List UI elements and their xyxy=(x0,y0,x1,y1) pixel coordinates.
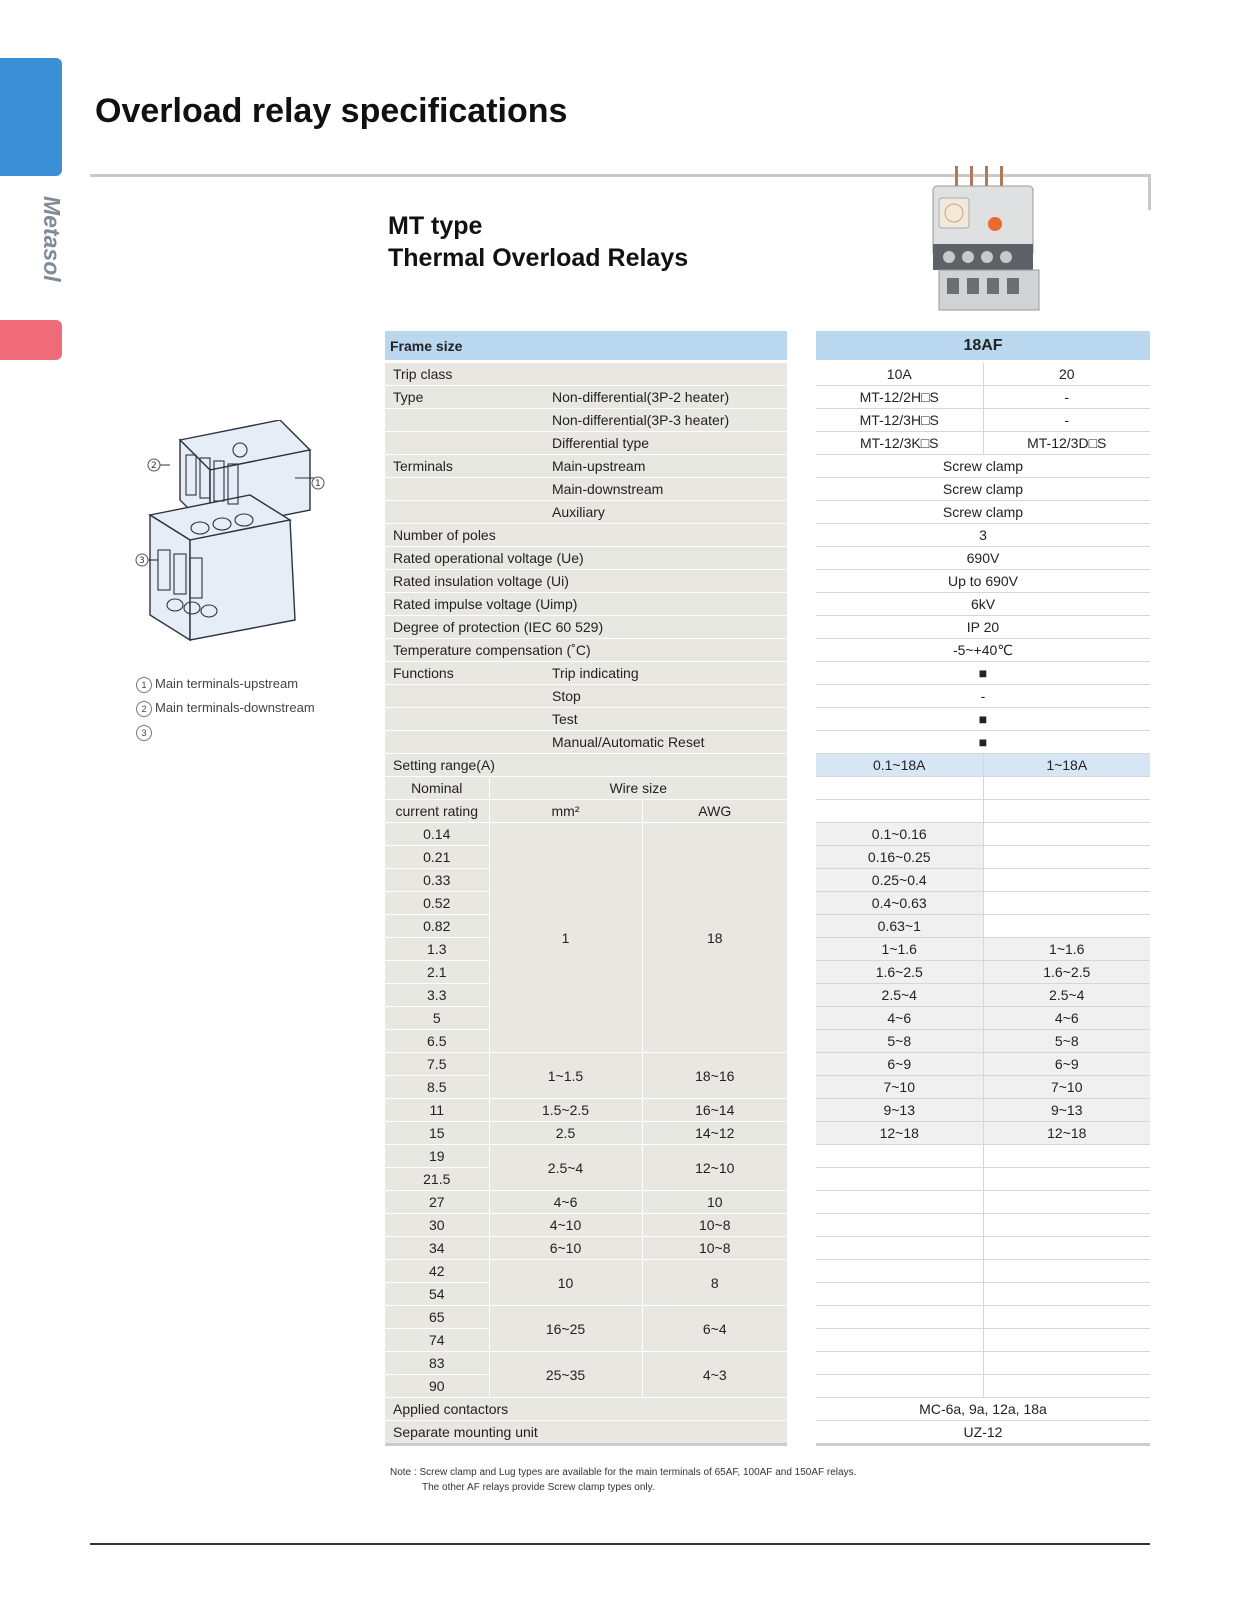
range-10a xyxy=(816,1329,983,1352)
spec-label: Type xyxy=(385,386,549,409)
wire-size-label: Wire size xyxy=(489,777,787,800)
nominal-label: Nominal xyxy=(385,777,489,800)
range-10a: 9~13 xyxy=(816,1099,983,1122)
spec-sublabel: Non-differential(3P-3 heater) xyxy=(549,409,787,432)
spec-value: Screw clamp xyxy=(816,478,1150,501)
spec-sublabel: Stop xyxy=(549,685,787,708)
spec-sublabel: Differential type xyxy=(549,432,787,455)
spec-value-10a: MT-12/3H□S xyxy=(816,409,983,432)
range-row xyxy=(816,1329,1150,1352)
nominal-current: 42 xyxy=(385,1260,489,1283)
spec-value: ■ xyxy=(816,662,1150,685)
range-10a xyxy=(816,1306,983,1329)
range-20 xyxy=(983,1237,1150,1260)
spec-value: Screw clamp xyxy=(816,501,1150,524)
nominal-row xyxy=(385,823,787,846)
spec-value: Screw clamp xyxy=(816,455,1150,478)
spec-row xyxy=(385,685,787,708)
spec-label xyxy=(385,501,549,524)
range-row xyxy=(816,1053,1150,1076)
range-row xyxy=(816,1191,1150,1214)
nominal-current: 0.82 xyxy=(385,915,489,938)
spec-row xyxy=(385,708,787,731)
range-10a: 5~8 xyxy=(816,1030,983,1053)
spec-row xyxy=(816,432,1150,455)
spec-value-20: MT-12/3D□S xyxy=(983,432,1150,455)
spec-row xyxy=(385,501,787,524)
spec-label xyxy=(385,685,549,708)
nominal-current: 1.3 xyxy=(385,938,489,961)
spec-row xyxy=(385,432,787,455)
spec-row xyxy=(816,547,1150,570)
footnote-line1: Note : Screw clamp and Lug types are available for the main terminals of 65AF, 100AF and 150AF relays. xyxy=(390,1467,857,1478)
spec-row xyxy=(385,731,787,754)
wire-awg: 10 xyxy=(642,1191,787,1214)
wire-awg: 18~16 xyxy=(642,1053,787,1099)
spec-row xyxy=(816,409,1150,432)
wire-awg: 14~12 xyxy=(642,1122,787,1145)
spec-sublabel: Main-downstream xyxy=(549,478,787,501)
legend-item xyxy=(136,696,315,720)
range-row xyxy=(816,1007,1150,1030)
wire-mm2: 1 xyxy=(489,823,642,1053)
mounting-value: UZ-12 xyxy=(816,1421,1150,1445)
brand-label: Metasol xyxy=(39,196,65,282)
range-row xyxy=(816,1237,1150,1260)
nominal-current: 0.21 xyxy=(385,846,489,869)
setting-range-row xyxy=(816,754,1150,777)
range-10a xyxy=(816,1237,983,1260)
wire-mm2: 6~10 xyxy=(489,1237,642,1260)
range-20: 1.6~2.5 xyxy=(983,961,1150,984)
range-10a: 0.25~0.4 xyxy=(816,869,983,892)
nominal-current: 0.14 xyxy=(385,823,489,846)
range-10a xyxy=(816,1214,983,1237)
range-10a xyxy=(816,1283,983,1306)
nominal-current: 83 xyxy=(385,1352,489,1375)
spec-row xyxy=(816,685,1150,708)
range-20 xyxy=(983,915,1150,938)
range-row xyxy=(816,1306,1150,1329)
range-10a: 1~1.6 xyxy=(816,938,983,961)
wire-mm2: 10 xyxy=(489,1260,642,1306)
spec-row xyxy=(385,362,787,386)
range-10a xyxy=(816,1375,983,1398)
nominal-row xyxy=(385,1145,787,1168)
spec-row xyxy=(816,593,1150,616)
legend-text: Main terminals-downstream xyxy=(155,700,315,715)
legend-text: Main terminals-upstream xyxy=(155,676,299,691)
awg-label: AWG xyxy=(642,800,787,823)
range-20: 12~18 xyxy=(983,1122,1150,1145)
nominal-row xyxy=(385,1260,787,1283)
svg-text:2: 2 xyxy=(151,461,157,471)
spec-label xyxy=(385,478,549,501)
nominal-row xyxy=(385,1237,787,1260)
svg-text:3: 3 xyxy=(139,556,145,566)
footnote xyxy=(390,1465,856,1495)
range-row xyxy=(816,1099,1150,1122)
spec-row xyxy=(385,570,787,593)
nominal-current: 21.5 xyxy=(385,1168,489,1191)
spec-row xyxy=(816,524,1150,547)
nominal-row xyxy=(385,1099,787,1122)
nominal-label-2: current rating xyxy=(385,800,489,823)
spec-row xyxy=(816,616,1150,639)
range-10a xyxy=(816,1168,983,1191)
wire-awg: 12~10 xyxy=(642,1145,787,1191)
spec-row xyxy=(816,731,1150,754)
range-10a xyxy=(816,1191,983,1214)
range-10a: 0.16~0.25 xyxy=(816,846,983,869)
spec-row xyxy=(816,501,1150,524)
spec-row xyxy=(385,616,787,639)
range-10a: 0.4~0.63 xyxy=(816,892,983,915)
range-10a: 1.6~2.5 xyxy=(816,961,983,984)
range-20: 5~8 xyxy=(983,1030,1150,1053)
header-row xyxy=(816,331,1150,362)
range-row xyxy=(816,915,1150,938)
spec-sublabel: Manual/Automatic Reset xyxy=(549,731,787,754)
wire-mm2: 4~10 xyxy=(489,1214,642,1237)
spec-value: 690V xyxy=(816,547,1150,570)
range-20 xyxy=(983,869,1150,892)
wire-mm2: 1.5~2.5 xyxy=(489,1099,642,1122)
blank-cell xyxy=(816,777,983,800)
svg-text:1: 1 xyxy=(315,479,321,489)
range-20: 6~9 xyxy=(983,1053,1150,1076)
range-10a: 6~9 xyxy=(816,1053,983,1076)
spec-row xyxy=(816,662,1150,685)
range-row xyxy=(816,1283,1150,1306)
wire-header-row xyxy=(816,777,1150,800)
spec-table-right xyxy=(816,331,1150,1446)
frame-size-value: 18AF xyxy=(816,331,1150,362)
applied-contactors-label: Applied contactors xyxy=(385,1398,787,1421)
range-20 xyxy=(983,1329,1150,1352)
spec-row xyxy=(385,409,787,432)
nominal-current: 5 xyxy=(385,1007,489,1030)
nominal-current: 0.33 xyxy=(385,869,489,892)
range-row xyxy=(816,1122,1150,1145)
applied-contactors-value: MC-6a, 9a, 12a, 18a xyxy=(816,1398,1150,1421)
range-row xyxy=(816,938,1150,961)
range-20 xyxy=(983,1306,1150,1329)
range-row xyxy=(816,1076,1150,1099)
spec-label: Terminals xyxy=(385,455,549,478)
wire-awg: 10~8 xyxy=(642,1237,787,1260)
spec-sublabel: Test xyxy=(549,708,787,731)
section-tab-blue xyxy=(0,58,62,176)
blank-cell xyxy=(983,800,1150,823)
spec-sublabel: Auxiliary xyxy=(549,501,787,524)
nominal-current: 34 xyxy=(385,1237,489,1260)
range-10a: 4~6 xyxy=(816,1007,983,1030)
spec-label: Rated insulation voltage (Ui) xyxy=(385,570,787,593)
spec-label xyxy=(385,432,549,455)
range-row xyxy=(816,1375,1150,1398)
mounting-row xyxy=(385,1421,787,1445)
range-20 xyxy=(983,1375,1150,1398)
setting-range-row xyxy=(385,754,787,777)
contactor-row xyxy=(816,1398,1150,1421)
wire-mm2: 1~1.5 xyxy=(489,1053,642,1099)
spec-value: -5~+40℃ xyxy=(816,639,1150,662)
range-row xyxy=(816,984,1150,1007)
nominal-current: 7.5 xyxy=(385,1053,489,1076)
spec-row xyxy=(816,478,1150,501)
spec-row xyxy=(816,639,1150,662)
wire-awg: 16~14 xyxy=(642,1099,787,1122)
wire-mm2: 2.5 xyxy=(489,1122,642,1145)
range-10a: 7~10 xyxy=(816,1076,983,1099)
range-row xyxy=(816,1352,1150,1375)
wire-mm2: 16~25 xyxy=(489,1306,642,1352)
spec-table-left xyxy=(385,331,787,1446)
spec-value: 6kV xyxy=(816,593,1150,616)
range-20 xyxy=(983,823,1150,846)
spec-row xyxy=(385,593,787,616)
nominal-current: 54 xyxy=(385,1283,489,1306)
range-20 xyxy=(983,1168,1150,1191)
section-title-line1: MT type xyxy=(388,212,483,240)
range-10a: 0.1~0.16 xyxy=(816,823,983,846)
range-row xyxy=(816,1030,1150,1053)
spec-row xyxy=(385,547,787,570)
legend-number: 1 xyxy=(136,677,152,693)
range-row xyxy=(816,823,1150,846)
spec-value: ■ xyxy=(816,731,1150,754)
nominal-current: 8.5 xyxy=(385,1076,489,1099)
legend-item xyxy=(136,672,315,696)
range-10a xyxy=(816,1260,983,1283)
spec-value: ■ xyxy=(816,708,1150,731)
spec-row xyxy=(816,362,1150,386)
wire-awg: 4~3 xyxy=(642,1352,787,1398)
range-row xyxy=(816,846,1150,869)
range-10a xyxy=(816,1145,983,1168)
range-10a: 12~18 xyxy=(816,1122,983,1145)
nominal-current: 65 xyxy=(385,1306,489,1329)
spec-label xyxy=(385,409,549,432)
range-20: 9~13 xyxy=(983,1099,1150,1122)
section-title-line2: Thermal Overload Relays xyxy=(388,244,689,272)
spec-row xyxy=(385,639,787,662)
wire-mm2: 2.5~4 xyxy=(489,1145,642,1191)
range-row xyxy=(816,869,1150,892)
diagram-legend xyxy=(136,672,315,744)
spec-label: Degree of protection (IEC 60 529) xyxy=(385,616,787,639)
spec-row xyxy=(816,708,1150,731)
range-row xyxy=(816,961,1150,984)
setting-range-b: 1~18A xyxy=(983,754,1150,777)
mounting-label: Separate mounting unit xyxy=(385,1421,787,1445)
header-row xyxy=(385,331,787,362)
spec-label: Temperature compensation (˚C) xyxy=(385,639,787,662)
wire-mm2: 25~35 xyxy=(489,1352,642,1398)
range-20 xyxy=(983,1283,1150,1306)
spec-value-20: - xyxy=(983,386,1150,409)
spec-row xyxy=(385,386,787,409)
spec-value-20: 20 xyxy=(983,362,1150,386)
spec-value-20: - xyxy=(983,409,1150,432)
legend-number: 2 xyxy=(136,701,152,717)
page-title: Overload relay specifications xyxy=(95,92,568,130)
range-20 xyxy=(983,846,1150,869)
nominal-current: 3.3 xyxy=(385,984,489,1007)
range-row xyxy=(816,1260,1150,1283)
range-20 xyxy=(983,1145,1150,1168)
wire-header-row xyxy=(816,800,1150,823)
nominal-row xyxy=(385,1191,787,1214)
spec-sublabel: Trip indicating xyxy=(549,662,787,685)
nominal-current: 30 xyxy=(385,1214,489,1237)
spec-sublabel: Non-differential(3P-2 heater) xyxy=(549,386,787,409)
spec-label: Trip class xyxy=(385,362,787,386)
wire-awg: 18 xyxy=(642,823,787,1053)
nominal-current: 11 xyxy=(385,1099,489,1122)
wire-awg: 10~8 xyxy=(642,1214,787,1237)
blank-cell xyxy=(816,800,983,823)
legend-number: 3 xyxy=(136,725,152,741)
wire-mm2: 4~6 xyxy=(489,1191,642,1214)
nominal-row xyxy=(385,1122,787,1145)
nominal-current: 74 xyxy=(385,1329,489,1352)
range-20 xyxy=(983,1191,1150,1214)
nominal-row xyxy=(385,1352,787,1375)
spec-value-10a: MT-12/3K□S xyxy=(816,432,983,455)
wire-header-row xyxy=(385,777,787,800)
range-row xyxy=(816,1145,1150,1168)
setting-range-a: 0.1~18A xyxy=(816,754,983,777)
section-tab-red xyxy=(0,320,62,360)
footer-divider xyxy=(90,1543,1150,1545)
nominal-row xyxy=(385,1306,787,1329)
nominal-current: 0.52 xyxy=(385,892,489,915)
mm2-label: mm² xyxy=(489,800,642,823)
spec-row xyxy=(385,455,787,478)
range-20 xyxy=(983,1214,1150,1237)
range-10a: 2.5~4 xyxy=(816,984,983,1007)
nominal-current: 90 xyxy=(385,1375,489,1398)
spec-label: Functions xyxy=(385,662,549,685)
spec-row xyxy=(385,478,787,501)
spec-row xyxy=(385,662,787,685)
range-row xyxy=(816,1214,1150,1237)
footnote-line2: The other AF relays provide Screw clamp types only. xyxy=(422,1482,655,1493)
relay-product-image xyxy=(915,166,1045,316)
nominal-row xyxy=(385,1214,787,1237)
range-20: 4~6 xyxy=(983,1007,1150,1030)
spec-row xyxy=(385,524,787,547)
range-row xyxy=(816,892,1150,915)
wire-awg: 8 xyxy=(642,1260,787,1306)
spec-row xyxy=(816,570,1150,593)
range-10a: 0.63~1 xyxy=(816,915,983,938)
nominal-current: 6.5 xyxy=(385,1030,489,1053)
wire-awg: 6~4 xyxy=(642,1306,787,1352)
wire-header-row xyxy=(385,800,787,823)
nominal-current: 19 xyxy=(385,1145,489,1168)
section-title xyxy=(388,210,688,274)
spec-value-10a: MT-12/2H□S xyxy=(816,386,983,409)
nominal-current: 2.1 xyxy=(385,961,489,984)
nominal-current: 15 xyxy=(385,1122,489,1145)
range-20: 2.5~4 xyxy=(983,984,1150,1007)
range-20 xyxy=(983,1352,1150,1375)
frame-size-label: Frame size xyxy=(385,331,787,362)
range-20: 1~1.6 xyxy=(983,938,1150,961)
spec-label: Number of poles xyxy=(385,524,787,547)
nominal-current: 27 xyxy=(385,1191,489,1214)
spec-label xyxy=(385,731,549,754)
spec-label: Rated impulse voltage (Uimp) xyxy=(385,593,787,616)
header-divider-end xyxy=(1148,174,1151,210)
spec-value-10a: 10A xyxy=(816,362,983,386)
spec-label xyxy=(385,708,549,731)
setting-range-label: Setting range(A) xyxy=(385,754,787,777)
range-20 xyxy=(983,1260,1150,1283)
nominal-row xyxy=(385,1053,787,1076)
spec-value: Up to 690V xyxy=(816,570,1150,593)
relay-terminal-diagram xyxy=(130,420,340,665)
spec-value: 3 xyxy=(816,524,1150,547)
range-10a xyxy=(816,1352,983,1375)
range-row xyxy=(816,1168,1150,1191)
range-20 xyxy=(983,892,1150,915)
range-20: 7~10 xyxy=(983,1076,1150,1099)
spec-value: - xyxy=(816,685,1150,708)
spec-row xyxy=(816,455,1150,478)
spec-row xyxy=(816,386,1150,409)
legend-item xyxy=(136,720,315,744)
spec-sublabel: Main-upstream xyxy=(549,455,787,478)
spec-value: IP 20 xyxy=(816,616,1150,639)
contactor-row xyxy=(385,1398,787,1421)
mounting-row xyxy=(816,1421,1150,1445)
spec-label: Rated operational voltage (Ue) xyxy=(385,547,787,570)
blank-cell xyxy=(983,777,1150,800)
